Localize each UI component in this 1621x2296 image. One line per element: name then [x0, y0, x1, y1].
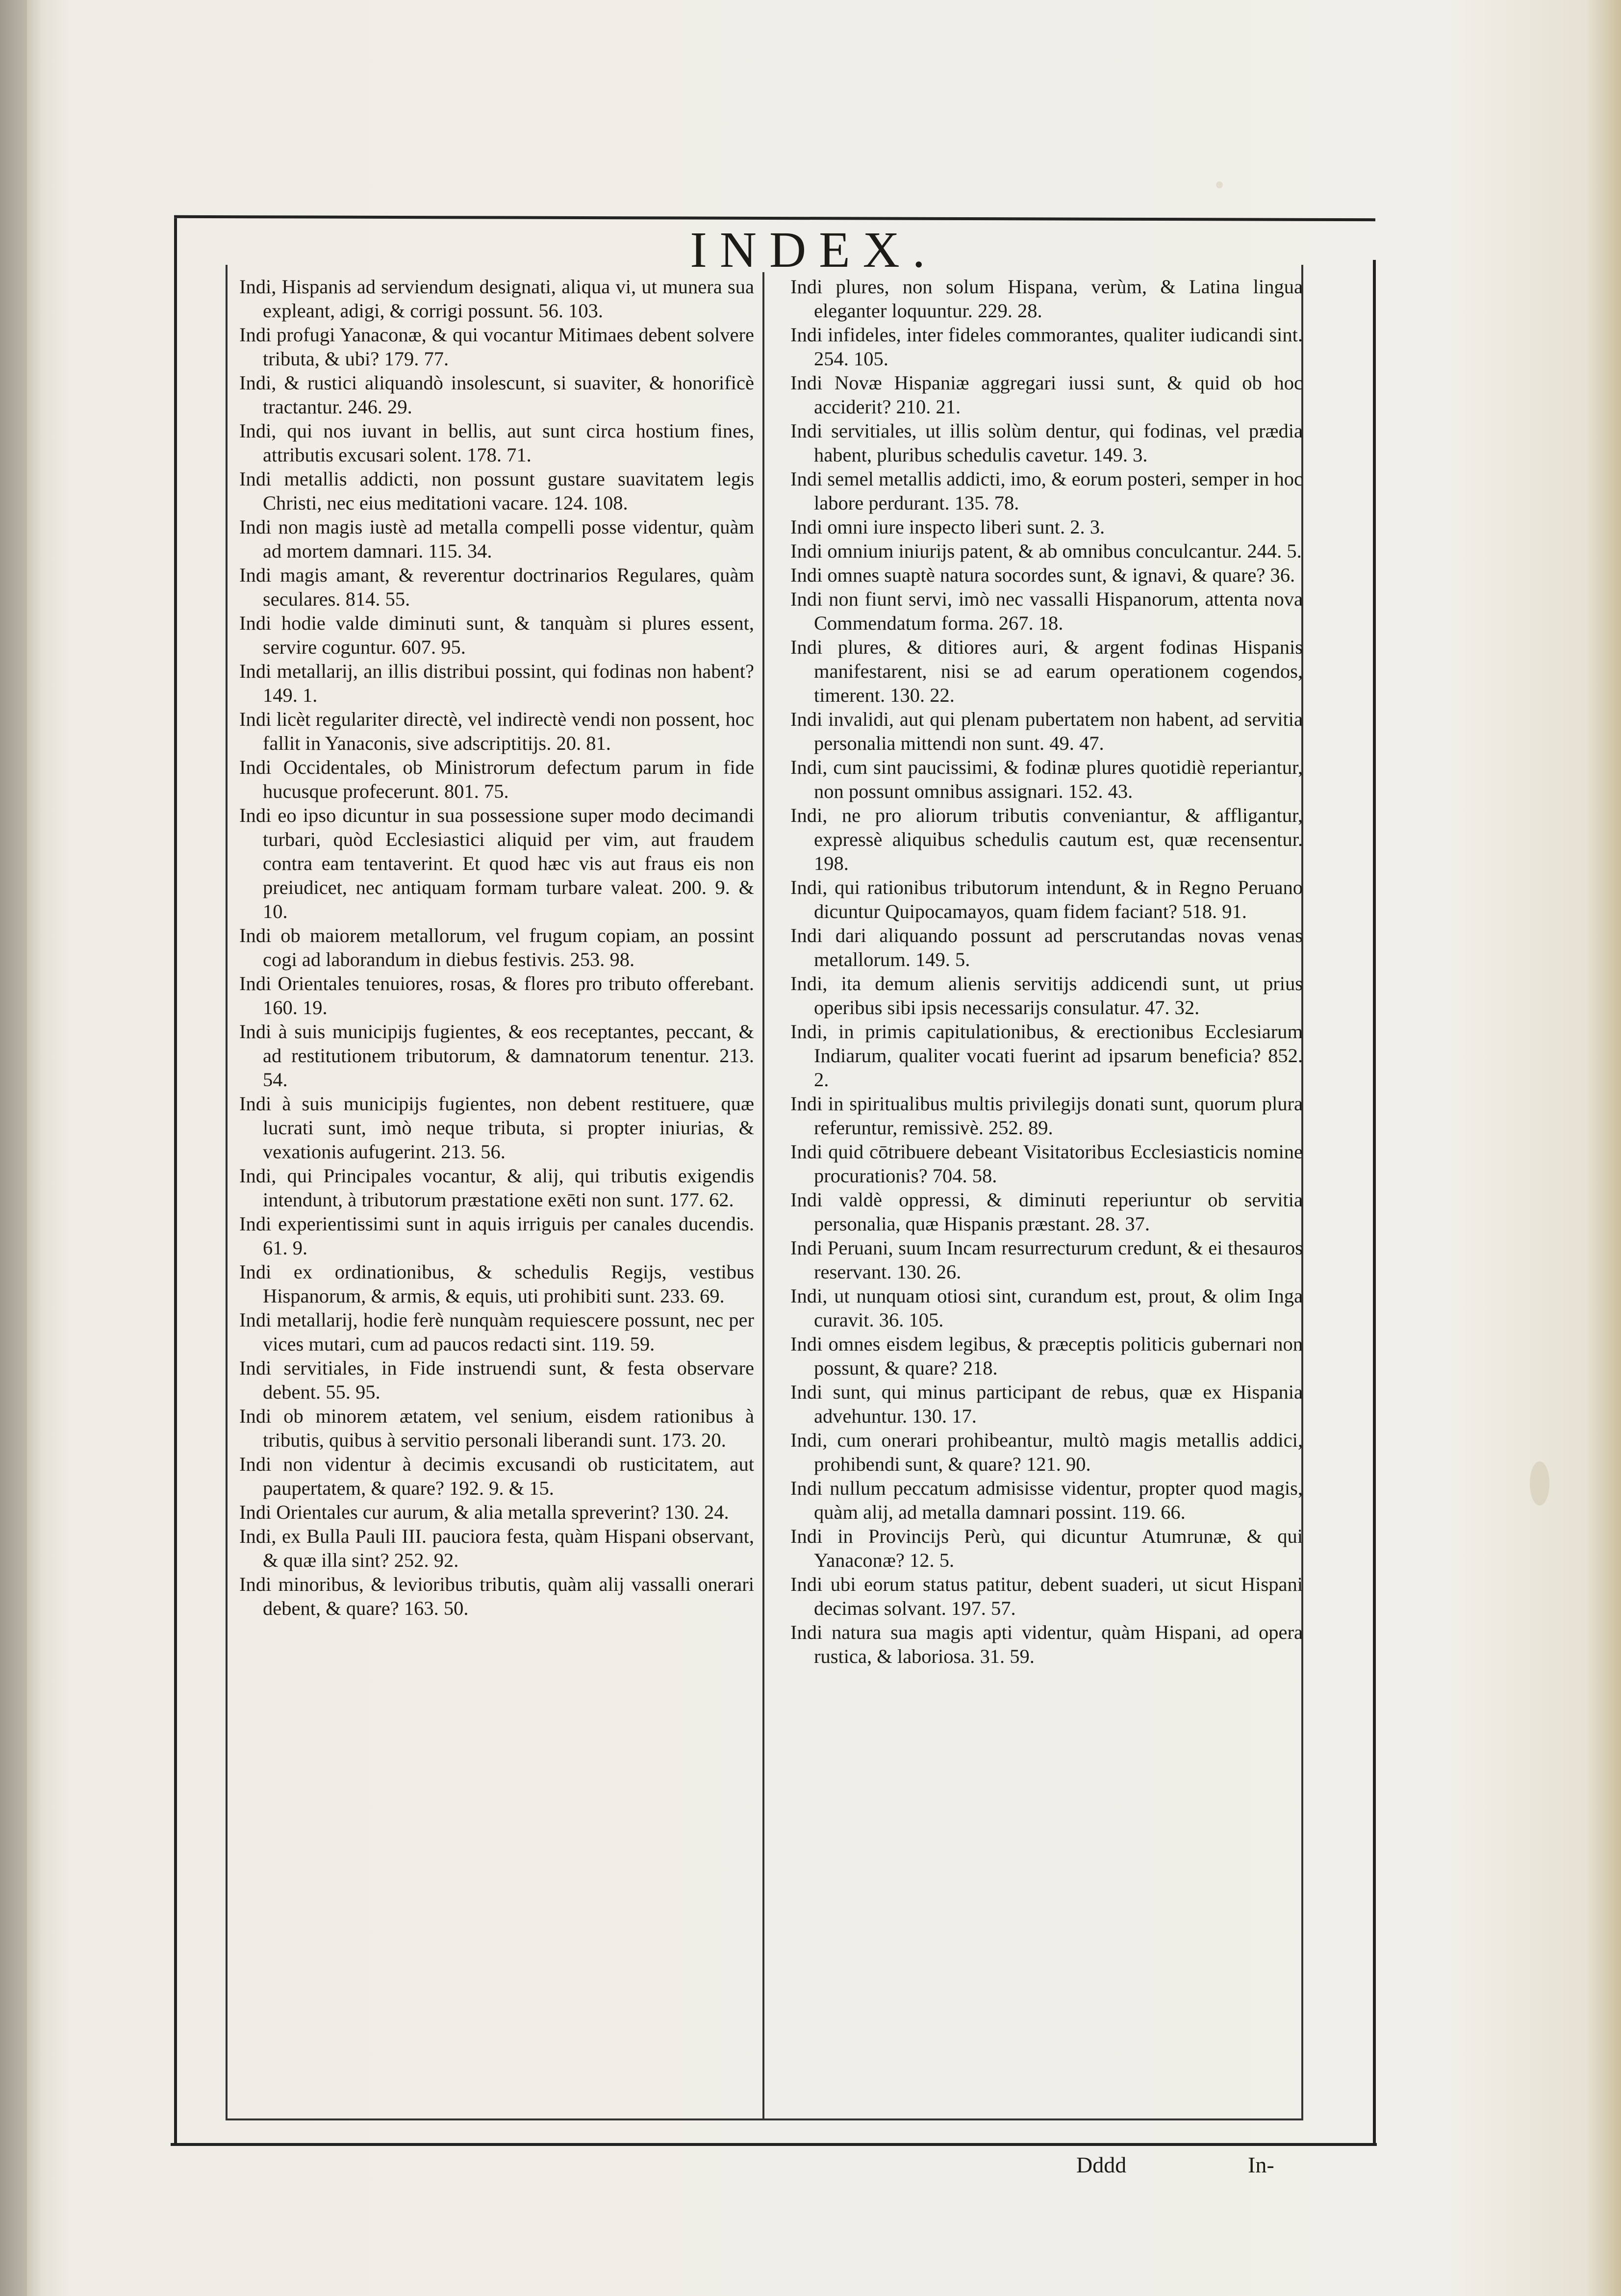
index-entry: Indi eo ipso dicuntur in sua possessione super modo decimandi turbari, quòd Ecclesiastici aliquid per vim, aut fraudem contra eam tentaverint. Et quod hæc vis aut fraus eis non preiudicet, nec antiquam formam turbare valeat. 200. 9. & 10. [239, 804, 754, 922]
index-entry: Indi plures, non solum Hispana, verùm, & Latina lingua eleganter loquuntur. 229. 28. [790, 276, 1303, 322]
index-entry: Indi, qui nos iuvant in bellis, aut sunt circa hostium fines, attributis excusari solent. 178. 71. [239, 420, 754, 466]
index-entry: Indi in Provincijs Perù, qui dicuntur Atumrunæ, & qui Yanaconæ? 12. 5. [790, 1525, 1303, 1571]
catchword: In- [1248, 2152, 1274, 2177]
index-entry: Indi Peruani, suum Incam resurrecturum credunt, & ei thesauros reservant. 130. 26. [790, 1237, 1303, 1283]
index-entry: Indi, in primis capitulationibus, & erectionibus Ecclesiarum Indiarum, qualiter vocati fuerint ad ipsarum beneficia? 852. 2. [790, 1020, 1303, 1091]
index-entry: Indi dari aliquando possunt ad perscrutandas novas venas metallorum. 149. 5. [790, 924, 1303, 970]
index-entry: Indi ubi eorum status patitur, debent suaderi, ut sicut Hispani decimas solvant. 197. 57. [790, 1573, 1303, 1619]
index-entry: Indi, Hispanis ad serviendum designati, aliqua vi, ut munera sua expleant, adigi, & corrigi possunt. 56. 103. [239, 276, 754, 322]
index-entry: Indi nullum peccatum admisisse videntur, propter quod magis, quàm alij, ad metalla damnari possint. 119. 66. [790, 1477, 1303, 1523]
index-entry: Indi servitiales, ut illis solùm dentur, qui fodinas, vel prædia habent, pluribus schedulis cavetur. 149. 3. [790, 420, 1303, 466]
signature-mark: Dddd [1076, 2152, 1127, 2177]
index-entry: Indi non magis iustè ad metalla compelli posse videntur, quàm ad mortem damnari. 115. 34. [239, 516, 754, 562]
right-frame-rule [1373, 260, 1376, 2143]
index-entry: Indi ob minorem ætatem, vel senium, eisdem rationibus à tributis, quibus à servitio personali liberandi sunt. 173. 20. [239, 1405, 754, 1451]
index-entry: Indi semel metallis addicti, imo, & eorum posteri, semper in hoc labore perdurant. 135. 78. [790, 468, 1303, 514]
index-entry: Indi quid cōtribuere debeant Visitatoribus Ecclesiasticis nomine procurationis? 704. 58. [790, 1141, 1303, 1187]
index-entry: Indi servitiales, in Fide instruendi sunt, & festa observare debent. 55. 95. [239, 1357, 754, 1403]
index-entry: Indi, ita demum alienis servitijs addicendi sunt, ut prius operibus sibi ipsis necessarijs consulatur. 47. 32. [790, 972, 1303, 1019]
index-entry: Indi invalidi, aut qui plenam pubertatem non habent, ad servitia personalia mittendi non sunt. 49. 47. [790, 708, 1303, 754]
index-entry: Indi non fiunt servi, imò nec vassalli Hispanorum, attenta nova Commendatum forma. 267. 18. [790, 588, 1303, 634]
index-entry: Indi licèt regulariter directè, vel indirectè vendi non possent, hoc fallit in Yanaconis, sive adscriptitijs. 20. 81. [239, 708, 754, 754]
index-entry: Indi à suis municipijs fugientes, & eos receptantes, peccant, & ad restitutionem tributorum, & damnatorum tenentur. 213. 54. [239, 1020, 754, 1091]
page-header [618, 221, 1010, 280]
index-entry: Indi, cum sint paucissimi, & fodinæ plures quotidiè reperiantur, non possunt omnibus assignari. 152. 43. [790, 756, 1303, 802]
index-entry: Indi Orientales tenuiores, rosas, & flores pro tributo offerebant. 160. 19. [239, 972, 754, 1019]
index-entry: Indi ob maiorem metallorum, vel frugum copiam, an possint cogi ad laborandum in diebus festivis. 253. 98. [239, 924, 754, 970]
index-entry: Indi, ne pro aliorum tributis conveniantur, & affligantur, expressè aliquibus schedulis cautum est, quæ recensentur. 198. [790, 804, 1303, 874]
index-entry: Indi omnes eisdem legibus, & præceptis politicis gubernari non possunt, & quare? 218. [790, 1333, 1303, 1379]
page-footer [0, 2152, 1621, 2186]
index-entry: Indi omnium iniurijs patent, & ab omnibus conculcantur. 244. 5. [790, 540, 1302, 562]
index-entry: Indi experientissimi sunt in aquis irriguis per canales ducendis. 61. 9. [239, 1213, 754, 1259]
index-entry: Indi, ex Bulla Pauli III. pauciora festa, quàm Hispani observant, & quæ illa sint? 252. 92. [239, 1525, 754, 1571]
index-entry: Indi Occidentales, ob Ministrorum defectum parum in fide hucusque profecerunt. 801. 75. [239, 756, 754, 802]
index-entry: Indi, & rustici aliquandò insolescunt, si suaviter, & honorificè tractantur. 246. 29. [239, 372, 754, 418]
index-entry: Indi metallarij, hodie ferè nunquàm requiescere possunt, nec per vices mutari, cum ad paucos redacti sint. 119. 59. [239, 1309, 754, 1355]
index-entry: Indi infideles, inter fideles commorantes, qualiter iudicandi sint. 254. 105. [790, 324, 1303, 370]
index-entry: Indi hodie valde diminuti sunt, & tanquàm si plures essent, servire coguntur. 607. 95. [239, 612, 754, 658]
index-entry: Indi natura sua magis apti videntur, quàm Hispani, ad opera rustica, & laboriosa. 31. 59. [790, 1621, 1303, 1667]
index-entry: Indi Novæ Hispaniæ aggregari iussi sunt, & quid ob hoc acciderit? 210. 21. [790, 372, 1303, 418]
index-entry: Indi, ut nunquam otiosi sint, curandum est, prout, & olim Inga curavit. 36. 105. [790, 1285, 1303, 1331]
book-gutter [0, 0, 27, 2296]
index-entry: Indi Orientales cur aurum, & alia metalla spreverint? 130. 24. [239, 1501, 729, 1523]
index-entry: Indi magis amant, & reverentur doctrinarios Regulares, quàm seculares. 814. 55. [239, 564, 754, 610]
index-entry: Indi minoribus, & levioribus tributis, quàm alij vassalli onerari debent, & quare? 163. 50. [239, 1573, 754, 1619]
index-entry: Indi in spiritualibus multis privilegijs donati sunt, quorum plura referuntur, remissivè. 252. 89. [790, 1093, 1303, 1139]
column-divider [762, 272, 764, 2118]
index-entry: Indi metallarij, an illis distribui possint, qui fodinas non habent? 149. 1. [239, 660, 754, 706]
index-entry: Indi profugi Yanaconæ, & qui vocantur Mitimaes debent solvere tributa, & ubi? 179. 77. [239, 324, 754, 370]
index-entry: Indi ex ordinationibus, & schedulis Regijs, vestibus Hispanorum, & armis, & equis, uti prohibiti sunt. 233. 69. [239, 1261, 754, 1307]
index-entry: Indi à suis municipijs fugientes, non debent restituere, quæ lucrati sunt, imò neque tributa, si propter iniurias, & vexationis aufugerint. 213. 56. [239, 1093, 754, 1163]
left-frame-rule [174, 218, 177, 2143]
index-entry: Indi omnes suaptè natura socordes sunt, & ignavi, & quare? 36. [790, 564, 1295, 586]
foxing-spot [1530, 1461, 1549, 1505]
index-entry: Indi, cum onerari prohibeantur, multò magis metallis addici, prohibendi sunt, & quare? 121. 90. [790, 1429, 1303, 1475]
index-entry: Indi metallis addicti, non possunt gustare suavitatem legis Christi, nec eius meditationi vacare. 124. 108. [239, 468, 754, 514]
index-entry: Indi, qui Principales vocantur, & alij, qui tributis exigendis intendunt, à tributorum præstatione exēti non sunt. 177. 62. [239, 1165, 754, 1211]
bottom-frame-rule [171, 2143, 1377, 2146]
index-entry: Indi sunt, qui minus participant de rebus, quæ ex Hispania advehuntur. 130. 17. [790, 1381, 1303, 1427]
index-entry: Indi plures, & ditiores auri, & argent fodinas Hispanis manifestarent, nisi se ad earum operationem cogendos, timerent. 130. 22. [790, 636, 1303, 706]
index-column-left [239, 275, 754, 2099]
index-entry: Indi, qui rationibus tributorum intendunt, & in Regno Peruano dicuntur Quipocamayos, quam fidem faciant? 518. 91. [790, 876, 1303, 922]
index-entry: Indi non videntur à decimis excusandi ob rusticitatem, aut paupertatem, & quare? 192. 9. & 15. [239, 1453, 754, 1499]
index-entry: Indi omni iure inspecto liberi sunt. 2. 3. [790, 516, 1105, 538]
index-column-right [790, 275, 1303, 2099]
page-title: INDEX. [690, 222, 938, 278]
foxing-spot [1216, 181, 1223, 188]
index-entry: Indi valdè oppressi, & diminuti reperiuntur ob servitia personalia, quæ Hispanis præstant. 28. 37. [790, 1189, 1303, 1235]
